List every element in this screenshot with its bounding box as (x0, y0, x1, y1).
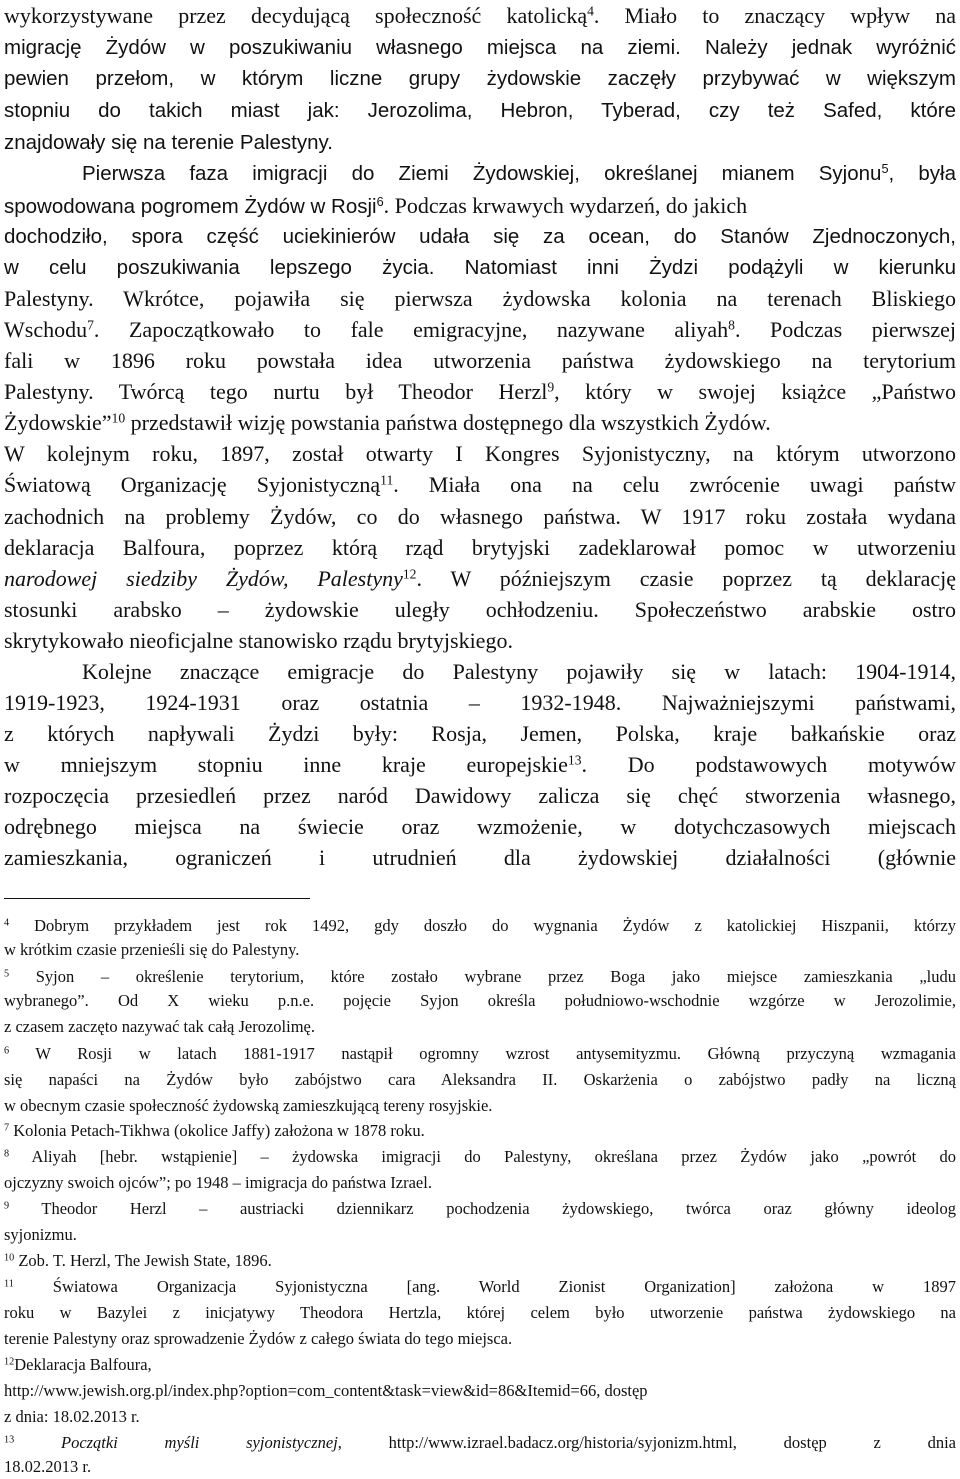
body-line: stosunki arabsko – żydowskie uległy ochłodzeniu. Społeczeństwo arabskie ostro (4, 597, 956, 622)
footnote-11-cont: terenie Palestyny oraz sprowadzenie Żydów z całego świata do tego miejsca. (4, 1329, 513, 1348)
footnote-8: $^8$ Aliyah [hebr. wstąpienie] – żydowska imigracji do Palestyny, określana przez Żydów jako „powrót do (4, 1147, 956, 1166)
body-line: rozpoczęcia przesiedleń przez naród Dawidowy zalicza się chęć stworzenia własnego, (4, 783, 956, 808)
body-line: fali w 1896 roku powstała idea utworzenia państwa żydowskiego na terytorium (4, 348, 956, 373)
footnote-4: $^4$ Dobrym przykładem jest rok 1492, gdy doszło do wygnania Żydów z katolickiej Hiszpanii, którzy (4, 916, 956, 935)
body-line: migrację Żydów w poszukiwaniu własnego miejsca na ziemi. Należy jednak wyróżnić (4, 36, 956, 59)
body-line: 1919-1923, 1924-1931 oraz ostatnia – 1932-1948. Najważniejszymi państwami, (4, 690, 956, 715)
body-line: W kolejnym roku, 1897, został otwarty I Kongres Syjonistyczny, na którym utworzono (4, 441, 956, 466)
footnote-ref: 4 (587, 3, 594, 19)
footnote-separator (4, 898, 310, 899)
body-line: zachodnich na problemy Żydów, co do własnego państwa. W 1917 roku została wydana (4, 504, 956, 529)
footnote-link[interactable]: http://www.jewish.org.pl/index.php?option=com_content&task=view&id=86&Itemid=66, dostęp (4, 1381, 648, 1400)
footnote-12: $^{12}$Deklaracja Balfoura, (4, 1355, 152, 1374)
footnote-ref: 9 (547, 379, 555, 395)
footnote-13: $^{13}$ Początki myśli syjonistycznej, http://www.izrael.badacz.org/historia/syjonizm.html, dostęp z dnia (4, 1433, 957, 1452)
body-line: deklaracja Balfoura, poprzez którą rząd brytyjski zadeklarował pomoc w utworzeniu (4, 535, 956, 560)
footnote-7: $^7$ Kolonia Petach-Tikhwa (okolice Jaffy) założona w 1878 roku. (4, 1121, 425, 1140)
footnote-9-cont: syjonizmu. (4, 1225, 77, 1244)
footnote-ref: 13 (567, 752, 582, 768)
footnote-title: Początki myśli syjonistycznej (60, 1433, 338, 1452)
footnote-ref: 5 (881, 161, 889, 177)
body-line: spowodowana pogromem Żydów w Rosji$^6$. Podczas krwawych wydarzeń, do jakich (4, 193, 748, 218)
italic-quote: narodowej siedziby Żydów, Palestyny (4, 566, 403, 591)
footnote-ref: 10 (111, 410, 126, 426)
footnote-12-url[interactable] (4, 1379, 956, 1403)
footnote-9: $^9$ Theodor Herzl – austriacki dziennikarz pochodzenia żydowskiego, twórca oraz główny ideolog (4, 1199, 956, 1218)
body-line: wykorzystywane przez decydującą społeczność katolicką$^4$. Miało to znaczący wpływ na (4, 3, 956, 28)
body-line: w mniejszym stopniu inne kraje europejskie$^{13}$. Do podstawowych motywów (4, 752, 956, 777)
body-line: Palestyny. Twórcą tego nurtu był Theodor Herzl$^9$, który w swojej książce „Państwo (4, 379, 956, 404)
footnote-8-cont: ojczyzny swoich ojców”; po 1948 – imigracja do państwa Izrael. (4, 1173, 432, 1192)
footnote-10: $^{10}$ Zob. T. Herzl, The Jewish State, 1896. (4, 1251, 272, 1270)
footnote-11-cont: roku w Bazylei z inicjatywy Theodora Hertzla, której celem było utworzenie państwa żydowskiego na (4, 1303, 956, 1322)
body-line: Światową Organizację Syjonistyczną$^{11}$. Miała ona na celu zwrócenie uwagi państw (4, 472, 956, 497)
body-line: zamieszkania, ograniczeń i utrudnień dla żydowskiej działalności (głównie (4, 845, 956, 870)
body-line: pewien przełom, w którym liczne grupy żydowskie zaczęły przybywać w większym (4, 67, 956, 90)
footnote-ref: 6 (376, 194, 384, 210)
body-line: w celu poszukiwania lepszego życia. Natomiast inni Żydzi podążyli w kierunku (4, 256, 956, 279)
footnote-5: $^5$ Syjon – określenie terytorium, które zostało wybrane przez Boga jako miejsce zamieszkania „ludu (4, 967, 956, 986)
body-line: Palestyny. Wkrótce, pojawiła się pierwsza żydowska kolonia na terenach Bliskiego (4, 286, 956, 311)
footnote-11: $^{11}$ Światowa Organizacja Syjonistyczna [ang. World Zionist Organization] założona w 1897 (4, 1277, 956, 1296)
body-line: narodowej siedziby Żydów, Palestyny$^{12}$. W późniejszym czasie poprzez tą deklarację (4, 566, 956, 591)
body-line: dochodziło, spora część uciekinierów udała się za ocean, do Stanów Zjednoczonych, (4, 225, 956, 248)
footnote-5-cont: wybranego”. Od X wieku p.n.e. pojęcie Syjon określa południowo-wschodnie wzgórze w Jerozolimie, (4, 991, 956, 1010)
footnote-13-cont: 18.02.2013 r. (4, 1457, 92, 1476)
footnote-ref: 8 (728, 317, 735, 333)
footnote-12-cont: z dnia: 18.02.2013 r. (4, 1407, 140, 1426)
footnote-6: $^6$ W Rosji w latach 1881-1917 nastąpił ogromny wzrost antysemityzmu. Główną przyczyną wzmagania (4, 1044, 956, 1063)
body-line: Żydowskie”$^{10}$ przedstawił wizję powstania państwa dostępnego dla wszystkich Żydów. (4, 410, 771, 435)
footnote-6-cont: się napaści na Żydów było zabójstwo cara Aleksandra II. Oskarżenia o zabójstwo padły na liczną (4, 1070, 956, 1089)
body-line: skrytykowało nieoficjalne stanowisko rządu brytyjskiego. (4, 628, 513, 653)
body-line: Wschodu$^7$. Zapoczątkowało to fale emigracyjne, nazywane aliyah$^8$. Podczas pierwszej (4, 317, 956, 342)
footnote-ref: 7 (87, 317, 94, 333)
body-line: stopniu do takich miast jak: Jerozolima, Hebron, Tyberad, czy też Safed, które (4, 99, 956, 122)
footnote-ref: 12 (402, 566, 417, 582)
footnote-ref: 11 (380, 472, 394, 488)
paragraph-start: Kolejne znaczące emigracje do Palestyny pojawiły się w latach: 1904-1914, (82, 659, 956, 684)
paragraph-start: Pierwsza faza imigracji do Ziemi Żydowskiej, określanej mianem Syjonu$^5$, była (82, 161, 956, 185)
footnote-5-cont: z czasem zaczęto nazywać tak całą Jerozolimę. (4, 1017, 316, 1036)
body-line: odrębnego miejsca na świecie oraz wzmożenie, w dotychczasowych miejscach (4, 814, 956, 839)
footnote-6-cont: w obecnym czasie społeczność żydowską zamieszkującą tereny rosyjskie. (4, 1096, 493, 1115)
footnote-link[interactable]: , http://www.izrael.badacz.org/historia/syjonizm.html, dostęp z dnia (337, 1433, 957, 1452)
body-line: znajdowały się na terenie Palestyny. (4, 131, 333, 154)
body-line: z których napływali Żydzi były: Rosja, Jemen, Polska, kraje bałkańskie oraz (4, 721, 956, 746)
footnote-4-cont: w krótkim czasie przenieśli się do Palestyny. (4, 940, 300, 959)
